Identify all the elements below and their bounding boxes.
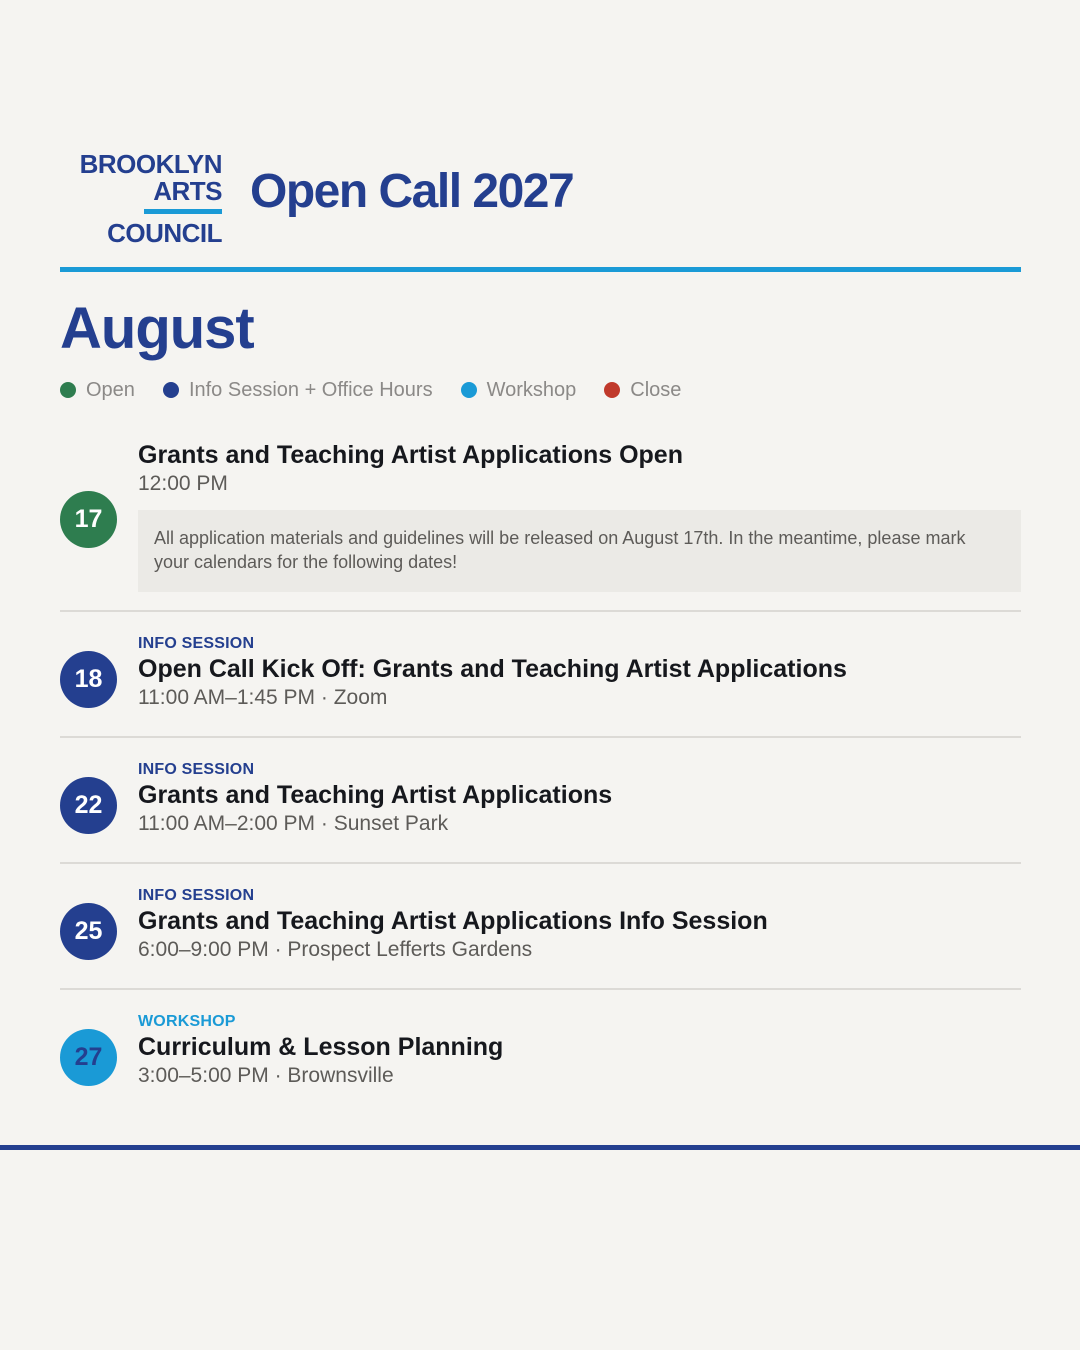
- legend-item-info-session: [163, 379, 433, 402]
- header-divider: [60, 267, 1021, 272]
- event-title: Grants and Teaching Artist Applications Open: [138, 441, 683, 469]
- event-type-tag: INFO SESSION: [138, 887, 255, 904]
- event-time-location: 11:00 AM–1:45 PM · Zoom: [138, 686, 388, 709]
- event-body: [138, 634, 1021, 712]
- legend-item-close: [604, 379, 681, 402]
- legend-label: Info Session + Office Hours: [188, 378, 433, 401]
- legend-label: Close: [630, 378, 682, 401]
- footer-divider: [0, 1145, 1080, 1150]
- legend-dot-workshop: [461, 382, 477, 398]
- header: [60, 150, 1021, 248]
- date-badge: 22: [60, 777, 117, 834]
- logo-line-2: ARTS: [153, 176, 222, 206]
- date-badge: 25: [60, 903, 117, 960]
- date-badge: 27: [60, 1029, 117, 1086]
- event-type-tag: WORKSHOP: [138, 1013, 236, 1030]
- event-divider: [60, 610, 1021, 612]
- event-divider: [60, 988, 1021, 990]
- legend-dot-open: [60, 382, 76, 398]
- event-time: 12:00 PM: [138, 472, 228, 495]
- logo-line-1: BROOKLYN: [79, 149, 222, 179]
- event-title: Open Call Kick Off: Grants and Teaching Artist Applications: [138, 655, 847, 683]
- brooklyn-arts-council-logo: [60, 150, 222, 246]
- legend-item-open: [60, 379, 135, 402]
- event-body: [138, 760, 1021, 838]
- month-heading: August: [60, 296, 254, 361]
- event-note: All application materials and guidelines will be released on August 17th. In the meantime, please mark your calendars for the following dates!: [138, 510, 1021, 592]
- event-divider: [60, 862, 1021, 864]
- legend: [60, 378, 709, 402]
- event-title: Grants and Teaching Artist Applications: [138, 781, 613, 809]
- legend-dot-close: [604, 382, 620, 398]
- legend-label: Workshop: [486, 378, 577, 401]
- date-badge: 17: [60, 491, 117, 548]
- event-time-location: 11:00 AM–2:00 PM · Sunset Park: [138, 812, 449, 835]
- logo-underline: [144, 209, 222, 214]
- event-title: Curriculum & Lesson Planning: [138, 1033, 504, 1061]
- date-badge: 18: [60, 651, 117, 708]
- event-body: [138, 1012, 1021, 1090]
- event-body: [138, 440, 1021, 592]
- legend-label: Open: [86, 378, 135, 401]
- logo-line-3: COUNCIL: [107, 218, 222, 248]
- legend-dot-info-session: [163, 382, 179, 398]
- legend-item-workshop: [461, 379, 577, 402]
- event-type-tag: INFO SESSION: [138, 635, 255, 652]
- page-title: Open Call 2027: [250, 165, 574, 218]
- event-divider: [60, 736, 1021, 738]
- event-title: Grants and Teaching Artist Applications Info Session: [138, 907, 768, 935]
- event-type-tag: INFO SESSION: [138, 761, 255, 778]
- event-body: [138, 886, 1021, 964]
- event-time-location: 3:00–5:00 PM · Brownsville: [138, 1064, 394, 1087]
- event-time-location: 6:00–9:00 PM · Prospect Lefferts Gardens: [138, 938, 533, 961]
